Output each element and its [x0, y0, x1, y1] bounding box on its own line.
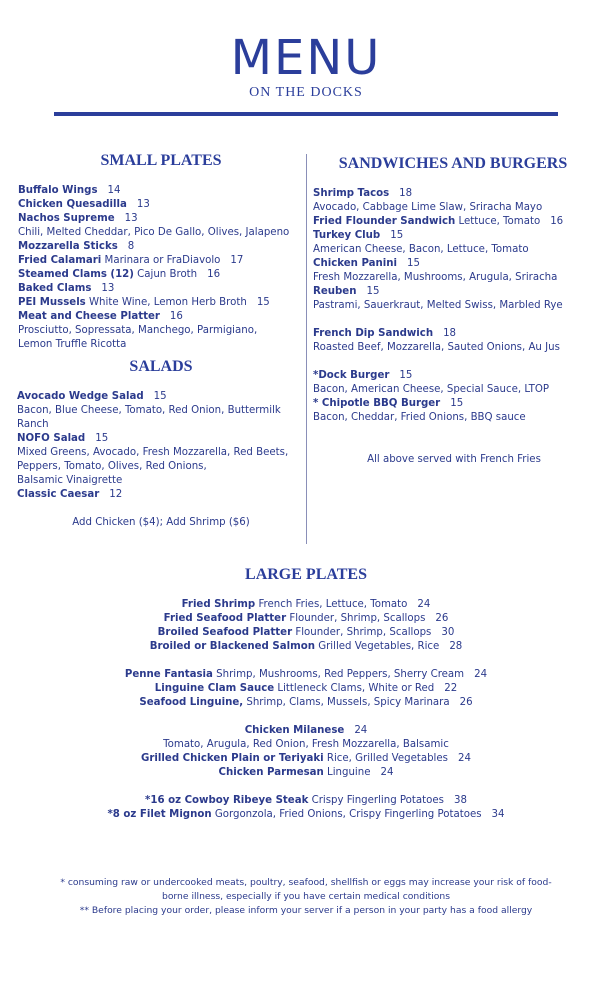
item-price: 24	[457, 753, 471, 764]
footnote-line-1: * consuming raw or undercooked meats, poultry, seafood, shellfish or eggs may increase your risk of food-	[60, 877, 552, 888]
item-name: NOFO Salad	[17, 433, 86, 444]
sandwich-item	[313, 187, 603, 201]
large-plate-item	[0, 794, 612, 808]
item-name: Mozzarella Sticks	[18, 241, 118, 252]
item-description: Ranch	[17, 419, 49, 430]
large-plate-item	[0, 682, 612, 696]
item-description: Shrimp, Mushrooms, Red Peppers, Sherry Cream	[212, 669, 465, 680]
item-name: Fried Flounder Sandwich	[313, 216, 456, 227]
item-name: Grilled Chicken Plain or Teriyaki	[141, 753, 324, 764]
item-description: Crispy Fingerling Potatoes	[308, 795, 444, 806]
small-plate-item	[18, 212, 308, 226]
salad-item	[17, 474, 307, 488]
sandwich-item	[313, 397, 603, 411]
item-price: 15	[153, 391, 167, 402]
item-name: Chicken Panini	[313, 258, 398, 269]
item-description: Bacon, Cheddar, Fried Onions, BBQ sauce	[313, 412, 526, 423]
item-name: * Chipotle BBQ Burger	[313, 398, 441, 409]
item-price: 15	[95, 433, 109, 444]
item-description: Cajun Broth	[133, 269, 198, 280]
item-name: Chicken Parmesan	[218, 767, 324, 778]
item-name: Fried Shrimp	[181, 599, 256, 610]
item-price: 28	[449, 641, 463, 652]
item-price: 13	[101, 283, 115, 294]
item-description: Littleneck Clams, White or Red	[274, 683, 435, 694]
menu-subtitle: ON THE DOCKS	[249, 85, 363, 100]
item-price: 12	[109, 489, 123, 500]
item-price: 24	[417, 599, 431, 610]
item-price: 13	[136, 199, 150, 210]
item-description: Lettuce, Tomato	[455, 216, 541, 227]
item-price: 16	[207, 269, 221, 280]
large-plate-item	[0, 640, 612, 654]
item-name: Reuben	[313, 286, 357, 297]
sandwich-item	[313, 215, 603, 229]
item-description: Fresh Mozzarella, Mushrooms, Arugula, Sriracha	[313, 272, 558, 283]
sandwich-item	[313, 243, 603, 257]
large-plates-heading: LARGE PLATES	[245, 566, 367, 583]
item-name: Chicken Quesadilla	[18, 199, 127, 210]
small-plate-item	[18, 184, 308, 198]
salad-addon: Add Chicken ($4); Add Shrimp ($6)	[72, 517, 250, 528]
item-price: 26	[435, 613, 449, 624]
item-name: Turkey Club	[313, 230, 381, 241]
item-name: Baked Clams	[18, 283, 92, 294]
item-description: Lemon Truffle Ricotta	[18, 339, 127, 350]
item-description: American Cheese, Bacon, Lettuce, Tomato	[313, 244, 529, 255]
small-plate-item	[18, 254, 308, 268]
small-plate-item	[18, 268, 308, 282]
large-plate-item	[0, 766, 612, 780]
item-description: Roasted Beef, Mozzarella, Sauted Onions, Au Jus	[313, 342, 560, 353]
item-description: Rice, Grilled Vegetables	[323, 753, 448, 764]
item-name: Linguine Clam Sauce	[154, 683, 275, 694]
sandwich-item	[313, 257, 603, 271]
item-price: 14	[107, 185, 121, 196]
large-plate-item	[0, 612, 612, 626]
item-description: Flounder, Shrimp, Scallops	[292, 627, 432, 638]
sandwich-item	[313, 341, 603, 355]
item-description: Marinara or FraDiavolo	[101, 255, 221, 266]
item-price: 15	[399, 370, 413, 381]
item-price: 15	[407, 258, 420, 269]
item-price: 38	[453, 795, 467, 806]
item-description: Chili, Melted Cheddar, Pico De Gallo, Olives, Jalapeno	[18, 227, 290, 238]
menu-title: MENU	[230, 30, 382, 86]
item-price: 15	[450, 398, 464, 409]
item-price: 22	[444, 683, 458, 694]
item-name: Steamed Clams (12)	[18, 269, 134, 280]
large-plate-item	[0, 598, 612, 612]
item-price: 24	[380, 767, 394, 778]
small-plate-item	[18, 240, 308, 254]
item-name: Broiled or Blackened Salmon	[149, 641, 315, 652]
item-name: Penne Fantasia	[124, 669, 213, 680]
item-price: 18	[443, 328, 457, 339]
small-plate-item	[18, 338, 308, 352]
item-name: *Dock Burger	[313, 370, 390, 381]
item-description: Bacon, American Cheese, Special Sauce, LTOP	[313, 384, 549, 395]
sandwich-item	[313, 201, 603, 215]
sandwich-item	[313, 383, 603, 397]
salad-item	[17, 404, 307, 418]
item-name: Seafood Linguine,	[139, 697, 244, 708]
small-plate-item	[18, 282, 308, 296]
item-name: *16 oz Cowboy Ribeye Steak	[145, 795, 309, 806]
salad-item	[17, 390, 307, 404]
item-price: 24	[474, 669, 488, 680]
item-price: 34	[491, 809, 505, 820]
item-price: 8	[127, 241, 135, 252]
item-name: French Dip Sandwich	[313, 328, 434, 339]
item-price: 15	[256, 297, 270, 308]
item-name: Meat and Cheese Platter	[18, 311, 160, 322]
item-name: Classic Caesar	[17, 489, 100, 500]
item-description: Pastrami, Sauerkraut, Melted Swiss, Marbled Rye	[313, 300, 563, 311]
item-description: Grilled Vegetables, Rice	[314, 641, 440, 652]
item-name: Fried Seafood Platter	[163, 613, 287, 624]
item-name: Fried Calamari	[18, 255, 102, 266]
item-name: *8 oz Filet Mignon	[107, 809, 212, 820]
item-price: 24	[354, 725, 368, 736]
item-description: Shrimp, Clams, Mussels, Spicy Marinara	[243, 697, 450, 708]
item-name: Avocado Wedge Salad	[17, 391, 144, 402]
salad-item	[17, 418, 307, 432]
sandwiches-footer: All above served with French Fries	[367, 454, 541, 465]
item-description: Prosciutto, Sopressata, Manchego, Parmigiano,	[18, 325, 258, 336]
sandwich-item	[313, 411, 603, 425]
large-plate-item	[0, 668, 612, 682]
item-description: Linguine	[323, 767, 371, 778]
sandwiches-heading: SANDWICHES AND BURGERS	[338, 155, 568, 172]
large-plate-item	[0, 738, 612, 752]
item-description: Balsamic Vinaigrette	[17, 475, 123, 486]
large-plate-item	[0, 808, 612, 822]
large-plate-item	[0, 724, 612, 738]
item-price: 16	[550, 216, 564, 227]
item-description: Peppers, Tomato, Olives, Red Onions,	[17, 461, 207, 472]
salad-item	[17, 432, 307, 446]
item-price: 17	[230, 255, 244, 266]
item-name: Shrimp Tacos	[313, 188, 390, 199]
item-name: Chicken Milanese	[244, 725, 345, 736]
sandwich-item	[313, 285, 603, 299]
small-plate-item	[18, 198, 308, 212]
small-plate-item	[18, 226, 308, 240]
footnote-line-2: borne illness, especially if you have certain medical conditions	[161, 891, 451, 902]
sandwich-item	[313, 369, 603, 383]
sandwich-item	[313, 229, 603, 243]
sandwich-item	[313, 271, 603, 285]
salads-heading: SALADS	[129, 358, 193, 375]
small-plate-item	[18, 324, 308, 338]
sandwich-item	[313, 299, 603, 313]
small-plates-heading: SMALL PLATES	[100, 152, 222, 169]
item-price: 26	[459, 697, 473, 708]
item-name: Broiled Seafood Platter	[157, 627, 293, 638]
item-price: 30	[441, 627, 455, 638]
small-plate-item	[18, 296, 308, 310]
large-plate-item	[0, 752, 612, 766]
item-name: Nachos Supreme	[18, 213, 115, 224]
item-description: Mixed Greens, Avocado, Fresh Mozzarella, Red Beets,	[17, 447, 289, 458]
item-description: White Wine, Lemon Herb Broth	[85, 297, 247, 308]
large-plate-item	[0, 626, 612, 640]
item-description: Gorgonzola, Fried Onions, Crispy Fingerling Potatoes	[211, 809, 482, 820]
item-price: 13	[124, 213, 138, 224]
item-description: Avocado, Cabbage Lime Slaw, Sriracha Mayo	[313, 202, 543, 213]
item-price: 18	[399, 188, 413, 199]
item-price: 16	[169, 311, 183, 322]
item-name: PEI Mussels	[18, 297, 86, 308]
footnote-line-3: ** Before placing your order, please inform your server if a person in your party has a food allergy	[79, 905, 533, 916]
salad-item	[17, 460, 307, 474]
item-description: French Fries, Lettuce, Tomato	[255, 599, 408, 610]
item-description: Flounder, Shrimp, Scallops	[286, 613, 426, 624]
salad-item	[17, 446, 307, 460]
item-price: 15	[390, 230, 404, 241]
sandwich-item	[313, 327, 603, 341]
item-description: Tomato, Arugula, Red Onion, Fresh Mozzarella, Balsamic	[163, 739, 449, 750]
small-plate-item	[18, 310, 308, 324]
header-rule	[54, 112, 558, 116]
item-name: Buffalo Wings	[18, 185, 98, 196]
large-plate-item	[0, 696, 612, 710]
item-description: Bacon, Blue Cheese, Tomato, Red Onion, Buttermilk	[17, 405, 281, 416]
item-price: 15	[366, 286, 380, 297]
salad-item	[17, 488, 307, 502]
